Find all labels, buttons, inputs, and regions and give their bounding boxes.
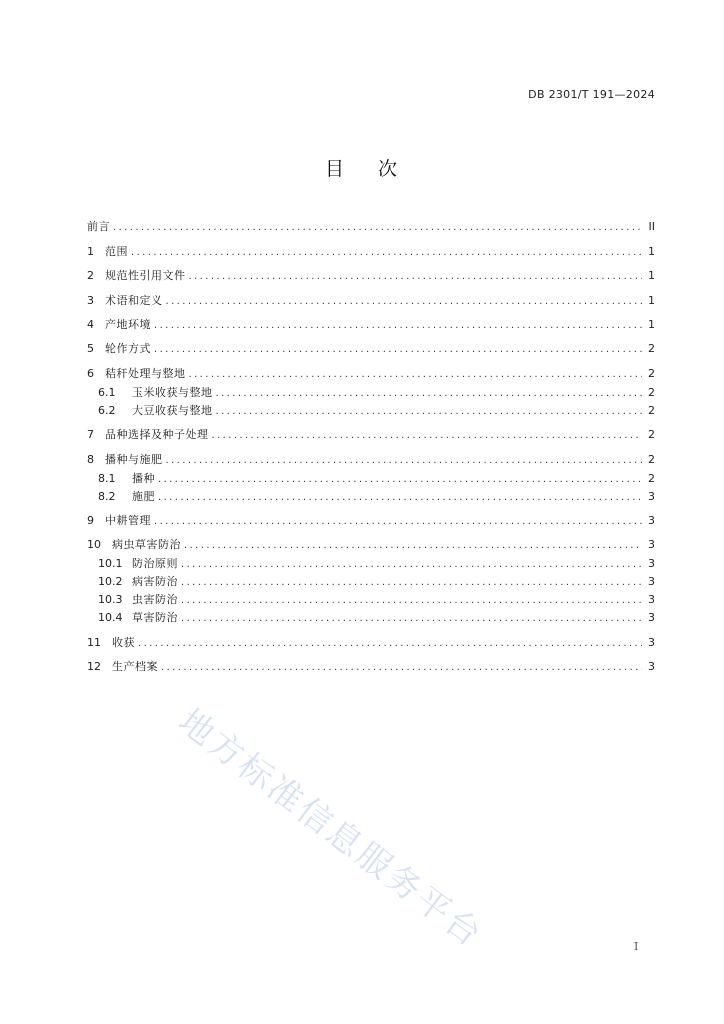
toc-entry-label: 播种 (132, 472, 155, 485)
toc-entry-number: 4 (87, 318, 94, 331)
toc-entry-label: 中耕管理 (105, 514, 151, 527)
toc-entry-number: 10.4 (98, 611, 123, 624)
toc-entry-label: 草害防治 (132, 611, 178, 624)
toc-entry-label: 秸秆处理与整地 (105, 367, 186, 380)
toc-leader-dots (189, 268, 643, 286)
watermark: 地方标准信息服务平台 (170, 701, 491, 956)
toc-entry[interactable] (87, 536, 655, 554)
toc-leader-dots (166, 293, 643, 311)
toc-entry[interactable] (87, 316, 655, 334)
toc-leader-dots (212, 427, 643, 445)
toc-entry-page: 1 (648, 318, 655, 331)
toc-entry-label: 虫害防治 (132, 593, 178, 606)
toc-entry-number: 2 (87, 269, 94, 282)
toc-subentry[interactable] (98, 609, 655, 627)
toc-entry-number: 1 (87, 245, 94, 258)
toc-title-char-1: 目 (324, 158, 346, 180)
toc-entry[interactable] (87, 634, 655, 652)
toc-entry[interactable] (87, 512, 655, 530)
toc-title-char-2: 次 (378, 158, 400, 180)
toc-leader-dots (158, 489, 642, 507)
toc-leader-dots (154, 317, 642, 335)
toc-entry-number: 7 (87, 428, 94, 441)
toc-subentry[interactable] (98, 402, 655, 420)
toc-leader-dots (113, 219, 642, 237)
toc-entry-label: 产地环境 (105, 318, 151, 331)
toc-entry-label: 轮作方式 (105, 342, 151, 355)
toc-leader-dots (158, 471, 642, 489)
toc-leader-dots (154, 513, 642, 531)
toc-entry[interactable] (87, 658, 655, 676)
toc-entry[interactable] (87, 365, 655, 383)
toc-entry-number: 8.1 (98, 472, 116, 485)
toc-subentry[interactable] (98, 591, 655, 609)
toc-leader-dots (166, 452, 643, 470)
toc-entry-page: 2 (648, 428, 655, 441)
toc-entry-page: 2 (648, 404, 655, 417)
toc-entry[interactable] (87, 218, 655, 236)
toc-entry-label: 防治原则 (132, 557, 178, 570)
toc-entry[interactable] (87, 292, 655, 310)
toc-entry-label: 玉米收获与整地 (132, 386, 213, 399)
toc-entry-page: 3 (648, 660, 655, 673)
toc-leader-dots (154, 341, 642, 359)
toc-entry-number: 8 (87, 453, 94, 466)
toc-leader-dots (161, 659, 642, 677)
toc-entry[interactable] (87, 267, 655, 285)
toc-entry-page: 3 (648, 538, 655, 551)
toc-entry-number: 10 (87, 538, 101, 551)
toc-entry-label: 规范性引用文件 (105, 269, 186, 282)
toc-subentry[interactable] (98, 384, 655, 402)
toc-leader-dots (181, 610, 642, 628)
toc-leader-dots (181, 556, 642, 574)
toc-entry-number: 10.3 (98, 593, 123, 606)
toc-entry-page: 3 (648, 490, 655, 503)
toc-subentry[interactable] (98, 573, 655, 591)
toc-subentry[interactable] (98, 488, 655, 506)
toc-entry-page: 3 (648, 593, 655, 606)
toc-leader-dots (216, 385, 643, 403)
toc-entry-label: 病害防治 (132, 575, 178, 588)
toc-entry-page: 3 (648, 557, 655, 570)
toc-entry-page: 2 (648, 472, 655, 485)
toc-entry-page: 3 (648, 514, 655, 527)
toc-entry-page: 1 (648, 269, 655, 282)
toc-entry-page: 3 (648, 611, 655, 624)
toc-entry-label: 范围 (105, 245, 128, 258)
toc-subentry[interactable] (98, 555, 655, 573)
toc-entry-number: 10.1 (98, 557, 123, 570)
toc-leader-dots (189, 366, 643, 384)
toc-leader-dots (181, 574, 642, 592)
toc-entry-label: 收获 (112, 636, 135, 649)
toc-entry-page: II (648, 220, 655, 233)
toc-entry-label: 施肥 (132, 490, 155, 503)
toc-entry[interactable] (87, 340, 655, 358)
toc-entry[interactable] (87, 451, 655, 469)
toc-entry[interactable] (87, 426, 655, 444)
toc-entry-label: 前言 (87, 220, 110, 233)
toc-entry-number: 3 (87, 294, 94, 307)
toc-entry-label: 术语和定义 (105, 294, 163, 307)
toc-entry-number: 8.2 (98, 490, 116, 503)
toc-entry-page: 2 (648, 453, 655, 466)
toc-entry-label: 病虫草害防治 (112, 538, 181, 551)
toc-entry-label: 大豆收获与整地 (132, 404, 213, 417)
toc-entry-label: 播种与施肥 (105, 453, 163, 466)
toc-entry-page: 3 (648, 636, 655, 649)
toc-entry-page: 2 (648, 386, 655, 399)
toc-entry-number: 6 (87, 367, 94, 380)
toc-leader-dots (138, 635, 642, 653)
toc-entry-number: 10.2 (98, 575, 123, 588)
toc-leader-dots (181, 592, 642, 610)
toc-entry[interactable] (87, 243, 655, 261)
document-code: DB 2301/T 191—2024 (528, 88, 655, 101)
toc-entry-label: 品种选择及种子处理 (105, 428, 209, 441)
toc-entry-number: 9 (87, 514, 94, 527)
toc-entry-number: 6.2 (98, 404, 116, 417)
toc-leader-dots (216, 403, 643, 421)
toc-entry-number: 11 (87, 636, 101, 649)
toc-title (0, 154, 724, 181)
toc-entry-page: 2 (648, 342, 655, 355)
toc-leader-dots (131, 244, 642, 262)
toc-subentry[interactable] (98, 470, 655, 488)
toc-entry-page: 1 (648, 245, 655, 258)
toc-entry-number: 12 (87, 660, 101, 673)
toc-entry-page: 3 (648, 575, 655, 588)
toc-leader-dots (184, 537, 642, 555)
toc-entry-page: 1 (648, 294, 655, 307)
toc-entry-number: 6.1 (98, 386, 116, 399)
page-number: I (634, 940, 639, 953)
toc-entry-page: 2 (648, 367, 655, 380)
toc-entry-label: 生产档案 (112, 660, 158, 673)
toc-entry-number: 5 (87, 342, 94, 355)
